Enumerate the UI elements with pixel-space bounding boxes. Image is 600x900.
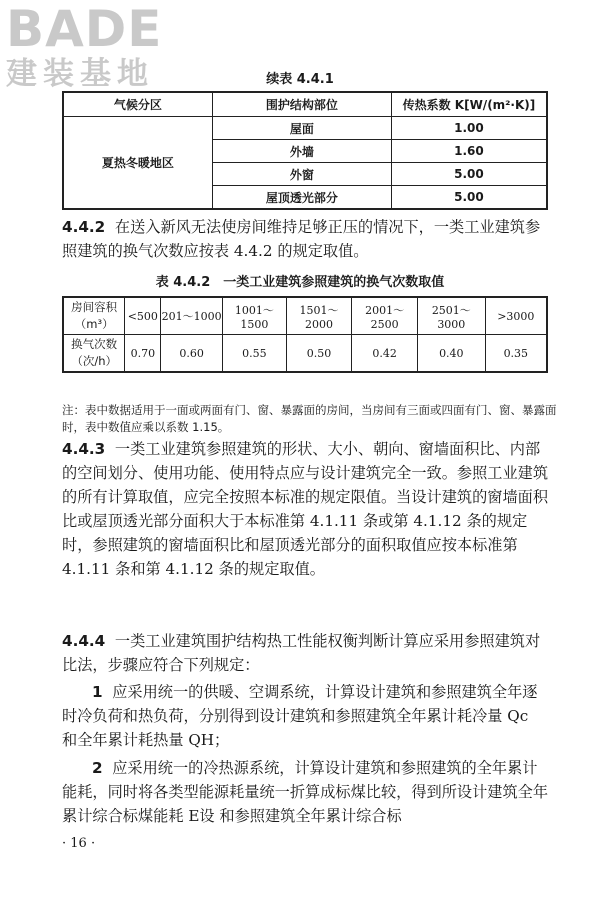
item-number: 2 <box>92 759 103 777</box>
section-number: 4.4.2 <box>62 218 106 236</box>
volume-label-cell <box>63 297 125 335</box>
section-text: 一类工业建筑围护结构热工性能权衡判断计算应采用参照建筑对比法，步骤应符合下列规定： <box>62 632 541 674</box>
rate-label: 换气次数 <box>71 337 118 351</box>
section-text: 在送入新风无法使房间维持足够正压的情况下，一类工业建筑参照建筑的换气次数应按表 4.4.2 的规定取值。 <box>62 218 541 260</box>
item-text: 应采用统一的冷热源系统，计算设计建筑和参照建筑的全年累计能耗，同时将各类型能源耗量统一折算成标煤比较，得到所设计建筑全年累计综合标煤能耗 E设 和参照建筑全年累计综合标 <box>62 759 548 825</box>
volume-cell: >3000 <box>485 297 547 335</box>
volume-cell: 2001～2500 <box>352 297 418 335</box>
item-number: 1 <box>92 683 103 701</box>
heat-transfer-table <box>62 91 548 210</box>
section-number: 4.4.4 <box>62 632 106 650</box>
rate-row <box>63 335 547 373</box>
table2-note: 注：表中数据适用于一面或两面有门、窗、暴露面的房间，当房间有三面或四面有门、窗、暴露面时，表中数值应乘以系数 1.15。 <box>62 403 557 434</box>
value-cell: 1.60 <box>391 140 547 163</box>
value-cell: 5.00 <box>391 186 547 210</box>
logo-subtitle: 建装基地 <box>6 56 154 92</box>
volume-cell: <500 <box>125 297 161 335</box>
volume-cell: 1001～1500 <box>223 297 287 335</box>
rate-cell: 0.35 <box>485 335 547 373</box>
page-number: · 16 · <box>62 836 96 851</box>
volume-cell: 1501～2000 <box>286 297 352 335</box>
section-4-4-3 <box>62 437 548 581</box>
section-text: 一类工业建筑参照建筑的形状、大小、朝向、窗墙面积比、内部的空间划分、使用功能、使用特点应与设计建筑完全一致。参照工业建筑的所有计算取值，应完全按照本标准的规定限值。当设计建筑的窗墙面积比或屋顶透光部分面积大于本标准第 4.1.11 条或第 4.1.12 条的规定时，参照建筑的窗墙面积比和屋顶透光部分的面积取值应按本标准第 4.1.11 条和第 4.1.12 条的规定取值。 <box>62 440 548 578</box>
rate-cell: 0.60 <box>161 335 223 373</box>
header-heat-coefficient: 传热系数 K[W/(m²·K)] <box>391 92 547 117</box>
rate-unit: （次/h） <box>71 354 118 368</box>
item-text: 应采用统一的供暖、空调系统，计算设计建筑和参照建筑全年逐时冷负荷和热负荷，分别得到设计建筑和参照建筑全年累计耗冷量 Qc 和全年累计耗热量 QH； <box>62 683 538 749</box>
part-cell: 外窗 <box>212 163 391 186</box>
section-number: 4.4.3 <box>62 440 106 458</box>
table-row <box>63 117 547 140</box>
volume-row <box>63 297 547 335</box>
part-cell: 外墙 <box>212 140 391 163</box>
section-4-4-4 <box>62 629 548 677</box>
table2-caption: 表 4.4.2 一类工业建筑参照建筑的换气次数取值 <box>155 275 445 290</box>
rate-cell: 0.55 <box>223 335 287 373</box>
volume-label: 房间容积 <box>71 300 118 314</box>
header-climate-zone: 气候分区 <box>63 92 212 117</box>
logo-wordmark: BADE <box>6 0 163 58</box>
region-cell: 夏热冬暖地区 <box>63 117 212 210</box>
part-cell: 屋面 <box>212 117 391 140</box>
volume-unit: （m³） <box>74 317 114 331</box>
rate-cell: 0.50 <box>286 335 352 373</box>
header-envelope-part: 围护结构部位 <box>212 92 391 117</box>
section-4-4-2 <box>62 215 548 263</box>
rate-cell: 0.40 <box>418 335 486 373</box>
table1-caption: 续表 4.4.1 <box>266 72 334 87</box>
rate-cell: 0.70 <box>125 335 161 373</box>
value-cell: 5.00 <box>391 163 547 186</box>
value-cell: 1.00 <box>391 117 547 140</box>
list-item <box>62 756 548 828</box>
part-cell: 屋顶透光部分 <box>212 186 391 210</box>
rate-cell: 0.42 <box>352 335 418 373</box>
volume-cell: 201～1000 <box>161 297 223 335</box>
air-change-table <box>62 296 548 373</box>
list-item <box>62 680 548 752</box>
volume-cell: 2501～3000 <box>418 297 486 335</box>
rate-label-cell <box>63 335 125 373</box>
table-header-row <box>63 92 547 117</box>
